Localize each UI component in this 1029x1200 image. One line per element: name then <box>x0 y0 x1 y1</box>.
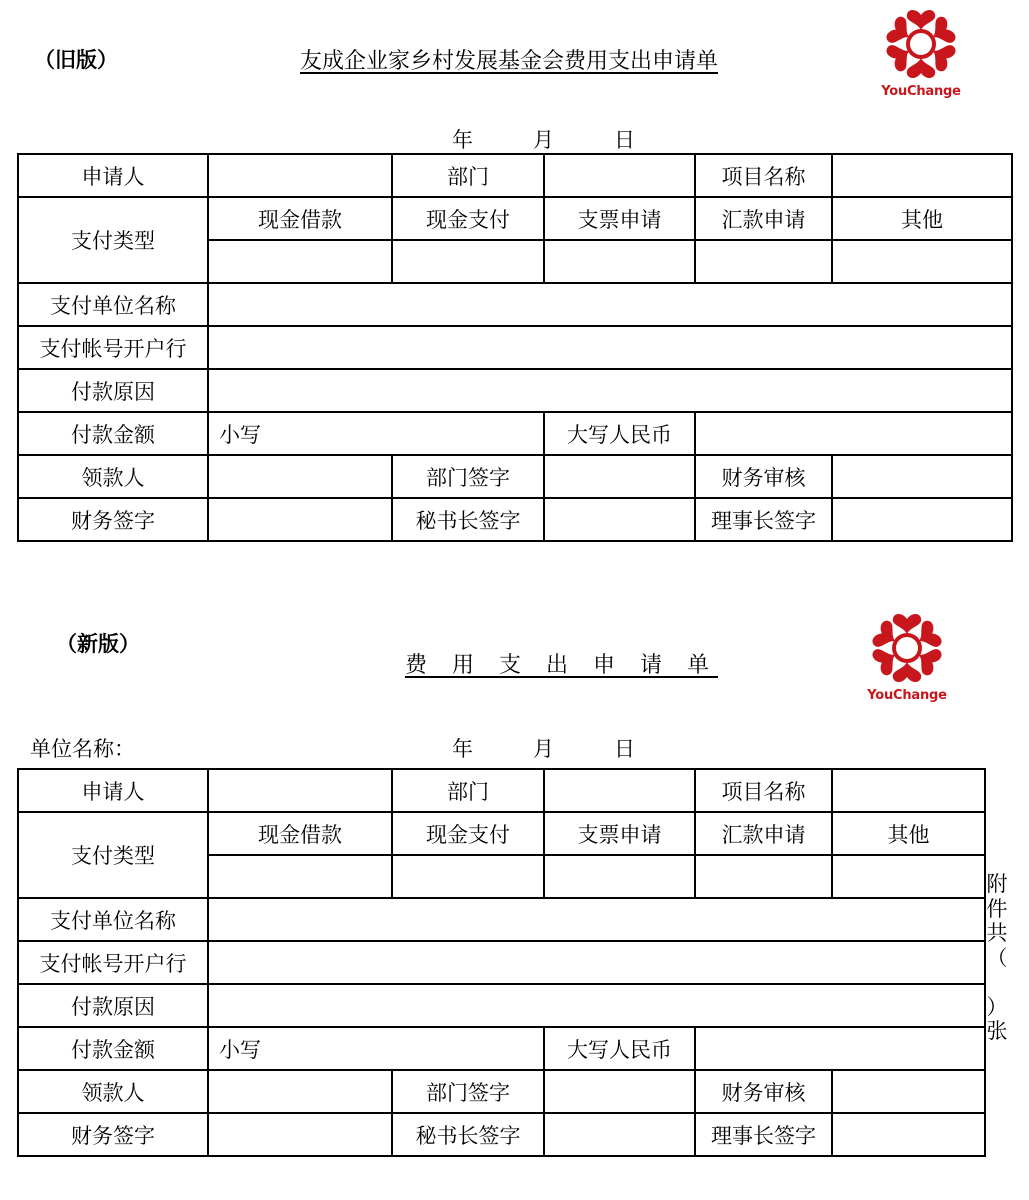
bank-account-field[interactable] <box>208 326 1012 369</box>
amount-lower-field[interactable]: 小写 <box>208 1027 544 1070</box>
finance-sign-label: 财务签字 <box>18 1113 208 1156</box>
month-label: 月 <box>533 128 554 152</box>
side-note-blank[interactable] <box>985 970 1009 995</box>
finance-sign-field[interactable] <box>208 498 392 541</box>
option-cash-payment: 现金支付 <box>392 197 544 240</box>
secretary-sign-field[interactable] <box>544 498 695 541</box>
cheque-field[interactable] <box>544 240 695 283</box>
old-form-title: 友成企业家乡村发展基金会费用支出申请单 <box>300 49 719 74</box>
remittance-field[interactable] <box>695 855 832 898</box>
amount-upper-field[interactable] <box>695 1027 985 1070</box>
bank-account-label: 支付帐号开户行 <box>18 326 208 369</box>
amount-label: 付款金额 <box>18 1027 208 1070</box>
side-note-char: 共 <box>986 921 1008 945</box>
payee-name-field[interactable] <box>208 283 1012 326</box>
payee-name-label: 支付单位名称 <box>18 283 208 326</box>
reason-field[interactable] <box>208 984 985 1027</box>
project-name-field[interactable] <box>832 154 1012 197</box>
remittance-field[interactable] <box>695 240 832 283</box>
bank-account-label: 支付帐号开户行 <box>18 941 208 984</box>
option-remittance: 汇款申请 <box>695 197 832 240</box>
chairman-sign-field[interactable] <box>832 1113 985 1156</box>
payee-name-field[interactable] <box>208 898 985 941</box>
finance-review-label: 财务审核 <box>695 1070 832 1113</box>
chairman-sign-label: 理事长签字 <box>695 498 832 541</box>
amount-upper-field[interactable] <box>695 412 1012 455</box>
day-label: 日 <box>614 737 635 761</box>
dept-sign-label: 部门签字 <box>392 1070 544 1113</box>
logo-heart-ring-icon <box>883 6 959 82</box>
cash-payment-field[interactable] <box>392 240 544 283</box>
finance-sign-field[interactable] <box>208 1113 392 1156</box>
bank-account-field[interactable] <box>208 941 985 984</box>
chairman-sign-label: 理事长签字 <box>695 1113 832 1156</box>
side-note-char: （ <box>986 945 1008 970</box>
other-field[interactable] <box>832 855 985 898</box>
youchange-logo <box>862 610 952 703</box>
department-label: 部门 <box>392 154 544 197</box>
reason-field[interactable] <box>208 369 1012 412</box>
side-note-char: ） <box>986 994 1008 1019</box>
option-cheque: 支票申请 <box>544 197 695 240</box>
cash-loan-field[interactable] <box>208 240 392 283</box>
other-field[interactable] <box>832 240 1012 283</box>
dept-sign-field[interactable] <box>544 1070 695 1113</box>
side-note-char: 件 <box>986 896 1008 921</box>
new-expense-form-table <box>17 768 986 1157</box>
reason-label: 付款原因 <box>18 369 208 412</box>
receiver-label: 领款人 <box>18 1070 208 1113</box>
old-expense-form-table <box>17 153 1013 542</box>
receiver-field[interactable] <box>208 455 392 498</box>
option-remittance: 汇款申请 <box>695 812 832 855</box>
unit-name-label: 单位名称： <box>30 737 135 761</box>
department-label: 部门 <box>392 769 544 812</box>
day-label: 日 <box>614 128 635 152</box>
project-name-field[interactable] <box>832 769 985 812</box>
side-note-char: 张 <box>986 1019 1008 1043</box>
youchange-logo <box>876 6 966 99</box>
department-field[interactable] <box>544 769 695 812</box>
option-other: 其他 <box>832 812 985 855</box>
new-version-label: （新版） <box>56 632 140 656</box>
year-label: 年 <box>452 737 473 761</box>
department-field[interactable] <box>544 154 695 197</box>
amount-label: 付款金额 <box>18 412 208 455</box>
old-version-label: （旧版） <box>34 48 118 72</box>
cash-loan-field[interactable] <box>208 855 392 898</box>
option-cash-loan: 现金借款 <box>208 197 392 240</box>
project-name-label: 项目名称 <box>695 769 832 812</box>
payment-type-label: 支付类型 <box>18 812 208 898</box>
applicant-field[interactable] <box>208 769 392 812</box>
month-label: 月 <box>533 737 554 761</box>
attachment-count-note <box>985 872 1009 1044</box>
secretary-sign-field[interactable] <box>544 1113 695 1156</box>
payment-type-label: 支付类型 <box>18 197 208 283</box>
applicant-field[interactable] <box>208 154 392 197</box>
applicant-label: 申请人 <box>18 769 208 812</box>
new-form-title: 费 用 支 出 申 请 单 <box>405 653 718 678</box>
new-date-line <box>452 733 635 763</box>
option-cheque: 支票申请 <box>544 812 695 855</box>
finance-review-field[interactable] <box>832 1070 985 1113</box>
applicant-label: 申请人 <box>18 154 208 197</box>
secretary-sign-label: 秘书长签字 <box>392 498 544 541</box>
receiver-label: 领款人 <box>18 455 208 498</box>
year-label: 年 <box>452 128 473 152</box>
logo-heart-ring-icon <box>869 610 945 686</box>
cheque-field[interactable] <box>544 855 695 898</box>
option-cash-loan: 现金借款 <box>208 812 392 855</box>
option-other: 其他 <box>832 197 1012 240</box>
amount-upper-label: 大写人民币 <box>544 1027 695 1070</box>
dept-sign-field[interactable] <box>544 455 695 498</box>
payee-name-label: 支付单位名称 <box>18 898 208 941</box>
finance-review-field[interactable] <box>832 455 1012 498</box>
project-name-label: 项目名称 <box>695 154 832 197</box>
chairman-sign-field[interactable] <box>832 498 1012 541</box>
finance-review-label: 财务审核 <box>695 455 832 498</box>
dept-sign-label: 部门签字 <box>392 455 544 498</box>
side-note-char: 附 <box>986 872 1008 896</box>
amount-upper-label: 大写人民币 <box>544 412 695 455</box>
receiver-field[interactable] <box>208 1070 392 1113</box>
reason-label: 付款原因 <box>18 984 208 1027</box>
logo-text: YouChange <box>881 84 961 99</box>
logo-text: YouChange <box>867 688 947 703</box>
secretary-sign-label: 秘书长签字 <box>392 1113 544 1156</box>
old-date-line <box>452 124 635 154</box>
cash-payment-field[interactable] <box>392 855 544 898</box>
finance-sign-label: 财务签字 <box>18 498 208 541</box>
amount-lower-field[interactable]: 小写 <box>208 412 544 455</box>
option-cash-payment: 现金支付 <box>392 812 544 855</box>
